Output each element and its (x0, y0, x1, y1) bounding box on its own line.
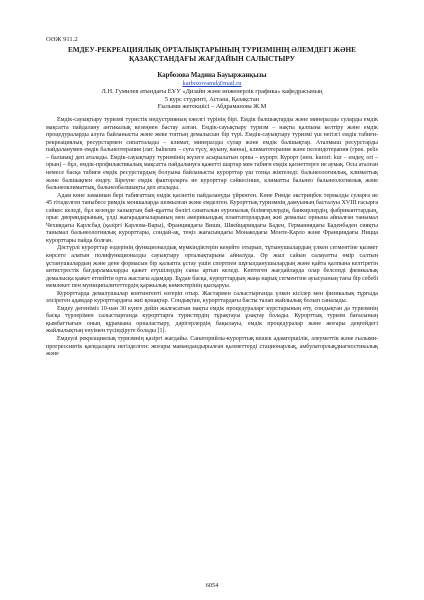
author-student: 5 курс студенті, Астана, Қазақстан (164, 95, 260, 103)
body-paragraph: Емдеу дегеніміз 10-нан 30 күнге дейін жалғасатын нақты емдік процедураларг курстарының өту, сондықтан да туризмнің басқа түрлерімен салыстырғанда курорттарға туристердің тұрақтауы ұзақтау болады. Курорттық туризм бағасының қымбаттығын оның құрамына орналастыру, дәрігерлердің бақылауы, емдік процедуралар және жоғары деңгейдегі жайлылықтың енуімен түсіндіруге болады [1]. (46, 305, 378, 335)
body-paragraph: Емдік-сауықтыру туризмі туристік индустрияның ежелгі түрінің бірі. Емдік балшықтарды және минералды суларды емдік мақсатта пайдалану антикалық кезеңнен бастау алған. Емдік-сауықтыру туризм – нақты қалпына келтіру және емдік процедураларды алуға байланысты және жеке топтың демалысын бір түрі. Емдік-сауықтыру туризмі үш негізгі емдік табиғи-рекреациялық ресурстармен сипатталады – климат, минералды сулар және емдік балшықтар. Аталмыш ресурстарды пайдаланумен емдік бальнеотерапия (лат. balneum – суға түсу, жуыну, ванна), климатотерапия және пелоидотерапия (грек. pelis – балшық) деп аталады. Емдік-сауықтыру туризмінің жүзеге асырылатын орны – курорт. Курорт (нем. kurort: kur – емдеу, ort – орын) – бұл, емдік-профилактикалық мақсатта пайдалануға қажетті шартар мен табиғи емдік қасиеттерге ие аумақ. Осы аталған немесе басқа табиғи емдік ресурстардың болуына байланысты курорттар үш топқа жіктеледі: бальнеологиялық, климаттық және балшықпен емдеу. Біреуне емдік факторларға ие курорттар сәйкесінше, климатты бальнео бальнеологиялық және бальнеоклиматтық, бальнеобалшықты деп аталады. (46, 117, 378, 192)
author-name: Карбозова Мадина Бауыржанқызы (157, 72, 267, 80)
author-affiliation: Л.Н. Гумилев атындағы ЕҰУ «Дизайн және инженерлік графика» кафедрасының (101, 87, 323, 95)
body-paragraph: Курорттарда демалушылар контингенті өзгеріп отыр. Жастармен салыстырғанда үлкен кісілер мен физикалық тұрғыда әлсіреген адамдар курорттардағы жиі қонақтар. Сондықтан, курорттардағы басты талап жайлылық болып саналады. (46, 290, 378, 305)
page-number: 6054 (205, 582, 219, 589)
author-block (46, 72, 378, 111)
paper-title: ЕМДЕУ-РЕКРЕАЦИЯЛЫҚ ОРТАЛЫҚТАРЫНЫҢ ТУРИЗМІНІҢ ӘЛЕМДЕГІ ЖӘНЕ ҚАЗАҚСТАНДАҒЫ ЖАҒДАЙЫН САЛЫСТЫРУ (67, 46, 357, 63)
body-paragraph: Емдеулі рекреациялық туризмнің қазіргі жағдайы. Санаторийлы-курорттық кешек адамгершілік, әлеуметтік және ғылыми-прогрессивтік қағидаларға негізделген: жоғары мамандандырылған қызметтерді стационарлық, амбулаторлықдиагностикалық және (46, 336, 378, 358)
udc-code: ОӘЖ 911.2 (46, 36, 78, 43)
body-paragraph: Дәстүрлі курорттар өздерінің функционалдық мүмкіндіктерін кеңейте отырып, тұтынушылардың үлкен сегментіне қызмет көрсете алатын полифункционалды сауықтыру орталықтарына айналуда. Әр жыл сайын салауатты өмір салтын ұстанушылардың және дене формасын бір қалыпта ұстау үшін спортпен шұғылданушылардың және қайта қалпына келтіретін антистрестік бағдарламаларды қажет етушілердің саны артып келеді. Көптеген жағдайларда олар белсенді физикалық демалысқа қажет етпейтін орта жастағы адамдар. Бұдан басқа, курорттардың жаңа нарық сегментіне ауысуының тағы бір себебі мемлекет пен муниципалитеттердің қаржылық көмектерінің қысқаруы. (46, 245, 378, 290)
author-email-link[interactable]: karbozovamd@mail.ru (182, 79, 242, 87)
body-paragraph: Адам көне заманнан бері табиғаттың емдік қасиетін пайдалануды үйренген. Көне Римде әкстриңбек термалды суларға ие 45 гітаделген таныбесе римдік моншаларда шомылған және емделген. Курорттық туризмнің дамуының басталуы XVIII ғасырға сәйкес келеді, бұл кезеңде халықтың бай-құатты бөлігі санаталын еуропалық білімғерлердің, банкирлердің, фабриканттардың, орыс дворяндарының, үлді жағарадағыларының мен америкындық плантаторлардың жиі демалыс орнына айналған танымал Чехиядағы Карлсбад (қазіргі Карлова-Вары), Франциядағы Виши, Швейцариядағы Баден, Германиядағы Баденбаден сияқты танымал бальнеологиялық курорттары, сондай-ақ, теңіз жағасындағы Монакодағы Монте-Карло және Франциядағы Ницца курорттары пайда болған. (46, 192, 378, 244)
paper-body (46, 117, 378, 359)
author-supervisor: Ғылыми жетекшісі – Абдраманова Ж.М (157, 103, 267, 111)
